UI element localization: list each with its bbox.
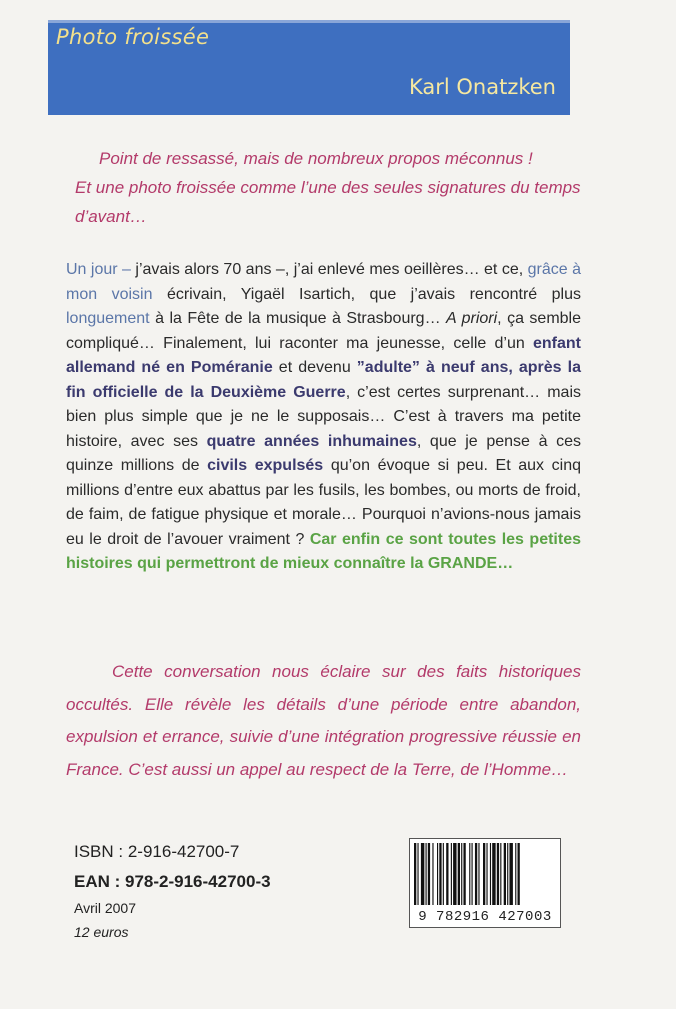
barcode-bar (451, 843, 452, 905)
barcode-bar (432, 843, 433, 905)
barcode-bar (472, 843, 473, 905)
tagline (75, 144, 587, 231)
text-segment-bold: enfant allemand né en Poméranie (66, 334, 581, 376)
isbn-label: ISBN : 2-916-42700-7 (74, 842, 240, 861)
book-metadata (74, 842, 271, 940)
barcode-bar (428, 843, 430, 905)
barcode-bar (417, 843, 418, 905)
barcode-bar (497, 843, 499, 905)
barcode-bar (507, 843, 508, 905)
barcode-bar (443, 843, 444, 905)
summary-paragraph (66, 656, 581, 786)
text-segment-bold: ”adulte” à neuf ans, après la fin officielle de la Deuxième Guerre (66, 359, 581, 401)
barcode-bar (446, 843, 448, 905)
barcode-digits: 9 782916 427003 (418, 909, 552, 925)
barcode-bar (463, 843, 465, 905)
author-name: Karl Onatzken (408, 75, 556, 99)
text-segment-bold: civils expulsés (207, 457, 324, 474)
barcode-bar (478, 843, 479, 905)
text-segment: et devenu (272, 359, 357, 376)
barcode-bar (414, 843, 416, 905)
barcode-bar (509, 843, 512, 905)
barcode-bar (486, 843, 487, 905)
text-segment: , ça semble compliqué… Finalement, lui raconter ma jeunesse, celle d’un (66, 310, 582, 352)
cover-banner (48, 20, 570, 115)
barcode-bar (458, 843, 460, 905)
barcode-bar (492, 843, 495, 905)
text-segment: grâce à mon voisin (66, 261, 581, 303)
text-segment: qu’on évoque si peu. Et aux cinq millions d’entre eux abattus par les fusils, les bombes, ou morts de froid, de faim, de fatigue physique et morale… Pourquoi n’avions-nous jamais eu le droit de l’avouer vraiment ? (66, 457, 582, 548)
barcode-bar (469, 843, 470, 905)
barcode-bars (414, 843, 556, 905)
barcode-bar (421, 843, 424, 905)
barcode-bar (500, 843, 501, 905)
barcode-bar (475, 843, 477, 905)
text-segment: longuement (66, 310, 150, 327)
text-segment: écrivain, Yigaël Isartich, que j’avais rencontré plus (152, 285, 582, 303)
text-segment: j’avais alors 70 ans –, j’ai enlevé mes oeillères… et ce, (135, 261, 528, 278)
book-title: Photo froissée (56, 25, 210, 49)
barcode-bar (439, 843, 441, 905)
price-label: 12 euros (74, 924, 129, 940)
blurb-text (66, 258, 581, 577)
text-segment-bold: quatre années inhumaines (206, 432, 417, 450)
text-segment-highlight: Car enfin ce sont toutes les petites histoires qui permettront de mieux connaître la GRANDE… (66, 530, 581, 572)
tagline-line-2: Et une photo froissée comme l’une des seules signatures du temps d’avant… (75, 178, 581, 226)
tagline-line-1: Point de ressassé, mais de nombreux propos méconnus ! (99, 149, 533, 168)
text-segment-italic: A priori (446, 310, 498, 327)
barcode-bar (518, 843, 520, 905)
blurb-paragraph (66, 258, 581, 577)
summary-text: Cette conversation nous éclaire sur des faits historiques occultés. Elle révèle les détails d’une période entre abandon, expulsion et errance, suivie d’une intégration progressive réussie en France. C’est aussi un appel au respect de la Terre, de l’Homme… (66, 662, 581, 779)
text-segment: , que je pense à ces quinze millions de (66, 432, 581, 474)
barcode-bar (461, 843, 462, 905)
barcode (409, 838, 561, 928)
barcode-bar (437, 843, 438, 905)
text-segment: Un jour – (66, 261, 136, 278)
barcode-bar (504, 843, 506, 905)
ean-label: EAN : 978-2-916-42700-3 (74, 872, 271, 891)
text-segment: à la Fête de la musique à Strasbourg… (149, 310, 447, 327)
text-segment: , c’est certes surprenant… mais bien plus simple que je ne le supposais… C’est à travers ma petite histoire, avec ses (66, 383, 581, 450)
barcode-bar (483, 843, 485, 905)
barcode-bar (426, 843, 427, 905)
barcode-bar (515, 843, 516, 905)
barcode-bar (490, 843, 491, 905)
publication-date: Avril 2007 (74, 900, 137, 916)
barcode-bar (453, 843, 456, 905)
